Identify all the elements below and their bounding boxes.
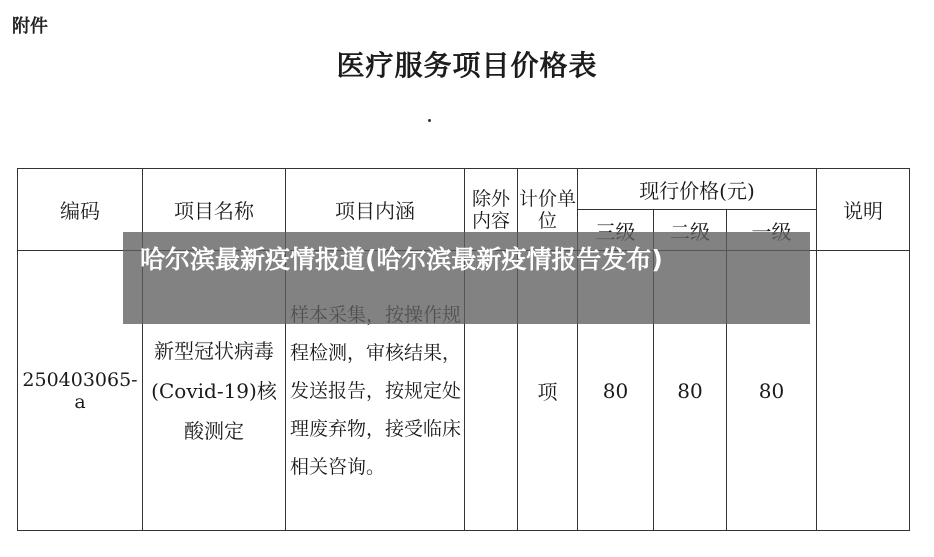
- cell-code: 250403065-a: [18, 251, 143, 531]
- decorative-dot: [428, 119, 431, 122]
- header-item-content: 项目内涵: [286, 169, 465, 251]
- cell-price-level2: 80: [654, 251, 727, 531]
- attachment-label: 附件: [12, 16, 48, 37]
- cell-unit: 项: [518, 251, 578, 531]
- header-current-price: 现行价格(元): [578, 169, 817, 210]
- price-table: [17, 168, 910, 531]
- cell-price-level1: 80: [727, 251, 817, 531]
- cell-price-level3: 80: [578, 251, 654, 531]
- header-unit: 计价单位: [518, 169, 578, 251]
- cell-item-content: 程检测，审核结果，发送报告，按规定处理废弃物，接受临床相关咨询。: [286, 251, 465, 531]
- header-excluded: 除外内容: [465, 169, 518, 251]
- headline-banner-text[interactable]: 哈尔滨最新疫情报道(哈尔滨最新疫情报告发布): [140, 245, 663, 274]
- header-note: 说明: [817, 169, 910, 251]
- document-title: 医疗服务项目价格表: [336, 49, 598, 82]
- header-item-name: 项目名称: [143, 169, 286, 251]
- cell-note: [817, 251, 910, 531]
- header-code: 编码: [18, 169, 143, 251]
- cell-item-name: 新型冠状病毒(Covid-19)核酸测定: [143, 251, 286, 531]
